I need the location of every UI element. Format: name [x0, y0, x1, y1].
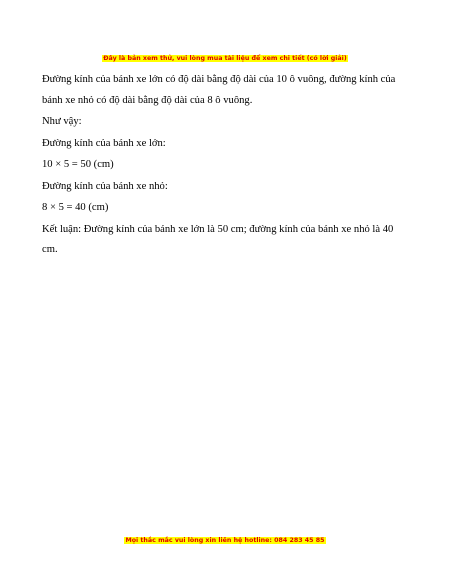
- hotline-notice-banner: [0, 537, 450, 545]
- paragraph-conclusion: Kết luận: Đường kính của bánh xe lớn là 50 cm; đường kính của bánh xe nhỏ là 40 cm.: [42, 223, 394, 255]
- paragraph-diameter-description: Đường kính của bánh xe lớn có độ dài bằng độ dài của 10 ô vuông, đường kính của bánh xe nhỏ có độ dài bằng độ dài của 8 ô vuông.: [42, 74, 396, 106]
- paragraph-therefore: Như vậy:: [42, 116, 82, 127]
- paragraph-large-wheel-calculation: 10 × 5 = 50 (cm): [42, 159, 114, 170]
- paragraph-small-wheel-calculation: 8 × 5 = 40 (cm): [42, 202, 109, 213]
- paragraph-large-wheel-heading: Đường kính của bánh xe lớn:: [42, 137, 166, 149]
- preview-notice-text: Đây là bản xem thử, vui lòng mua tài liệu để xem chi tiết (có lời giải): [103, 55, 347, 62]
- preview-notice-banner: [0, 55, 450, 63]
- hotline-notice-text: Mọi thắc mắc vui lòng xin liên hệ hotline: 084 283 45 85: [125, 537, 325, 544]
- paragraph-small-wheel-heading: Đường kính của bánh xe nhỏ:: [42, 180, 168, 192]
- document-body: [42, 70, 402, 262]
